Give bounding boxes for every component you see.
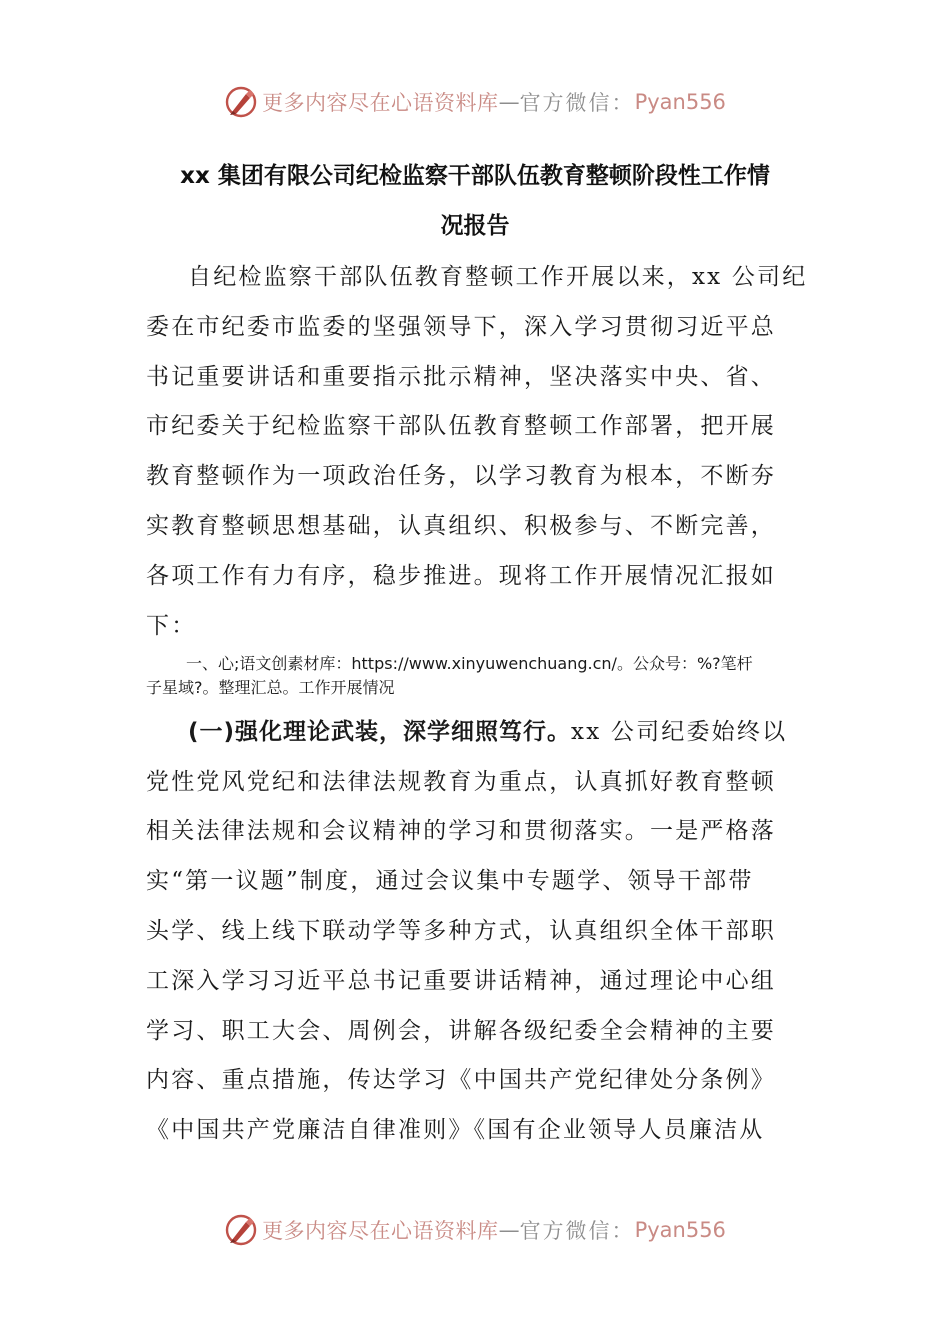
- subsection-heading: (一)强化理论武装，深学细照笃行。: [188, 719, 572, 745]
- intro-line: 实教育整顿思想基础，认真组织、积极参与、不断完善，: [146, 513, 776, 539]
- subsection-first-line-text: xx 公司纪委始终以: [571, 719, 788, 745]
- section-heading-line-2: 子星域?。整理汇总。工作开展情况: [146, 678, 395, 697]
- watermark-separator: —: [498, 1218, 520, 1242]
- watermark-site-text: 更多内容尽在心语资料库: [262, 91, 499, 115]
- subsection-line: 工深入学习习近平总书记重要讲话精神，通过理论中心组: [146, 968, 776, 994]
- intro-line: 各项工作有力有序，稳步推进。现将工作开展情况汇报如: [146, 563, 776, 589]
- subsection-line: 内容、重点措施，传达学习《中国共产党纪律处分条例》: [146, 1067, 776, 1093]
- pen-nib-logo-icon: [224, 1213, 258, 1247]
- subsection-line: 实“第一议题”制度，通过会议集中专题学、领导干部带: [146, 868, 754, 894]
- intro-line: 委在市纪委市监委的坚强领导下，深入学习贯彻习近平总: [146, 314, 776, 340]
- watermark-banner-bottom: [0, 1208, 950, 1252]
- pen-nib-logo-icon: [224, 85, 258, 119]
- subsection-line: 头学、线上线下联动学等多种方式，认真组织全体干部职: [146, 918, 776, 944]
- intro-line: 自纪检监察干部队伍教育整顿工作开展以来，xx 公司纪: [188, 264, 808, 290]
- subsection-line: 党性党风党纪和法律法规教育为重点，认真抓好教育整顿: [146, 769, 776, 795]
- intro-line: 下：: [146, 613, 197, 639]
- watermark-banner-top: [0, 80, 950, 124]
- watermark-wechat-id: Pyan556: [634, 1218, 726, 1242]
- watermark-wechat-label: 官方微信：: [519, 91, 635, 115]
- subsection-line: 《中国共产党廉洁自律准则》《国有企业领导人员廉洁从: [146, 1117, 765, 1143]
- intro-line: 教育整顿作为一项政治任务，以学习教育为根本，不断夯: [146, 463, 776, 489]
- watermark-wechat-id: Pyan556: [634, 90, 726, 114]
- document-title-line-1: xx 集团有限公司纪检监察干部队伍教育整顿阶段性工作情: [180, 163, 770, 189]
- subsection-line: 学习、职工大会、周例会，讲解各级纪委全会精神的主要: [146, 1018, 776, 1044]
- watermark-site-text: 更多内容尽在心语资料库: [262, 1219, 499, 1243]
- document-title-line-2: 况报告: [440, 213, 510, 239]
- subsection-first-line: [188, 717, 787, 747]
- watermark-separator: —: [498, 90, 520, 114]
- intro-line: 市纪委关于纪检监察干部队伍教育整顿工作部署，把开展: [146, 413, 776, 439]
- watermark-wechat-label: 官方微信：: [519, 1219, 635, 1243]
- section-heading-line-1: 一、心;语文创素材库：https://www.xinyuwenchuang.cn/。公众号：%?笔杆: [186, 654, 753, 673]
- subsection-line: 相关法律法规和会议精神的学习和贯彻落实。一是严格落: [146, 818, 776, 844]
- intro-line: 书记重要讲话和重要指示批示精神，坚决落实中央、省、: [146, 364, 776, 390]
